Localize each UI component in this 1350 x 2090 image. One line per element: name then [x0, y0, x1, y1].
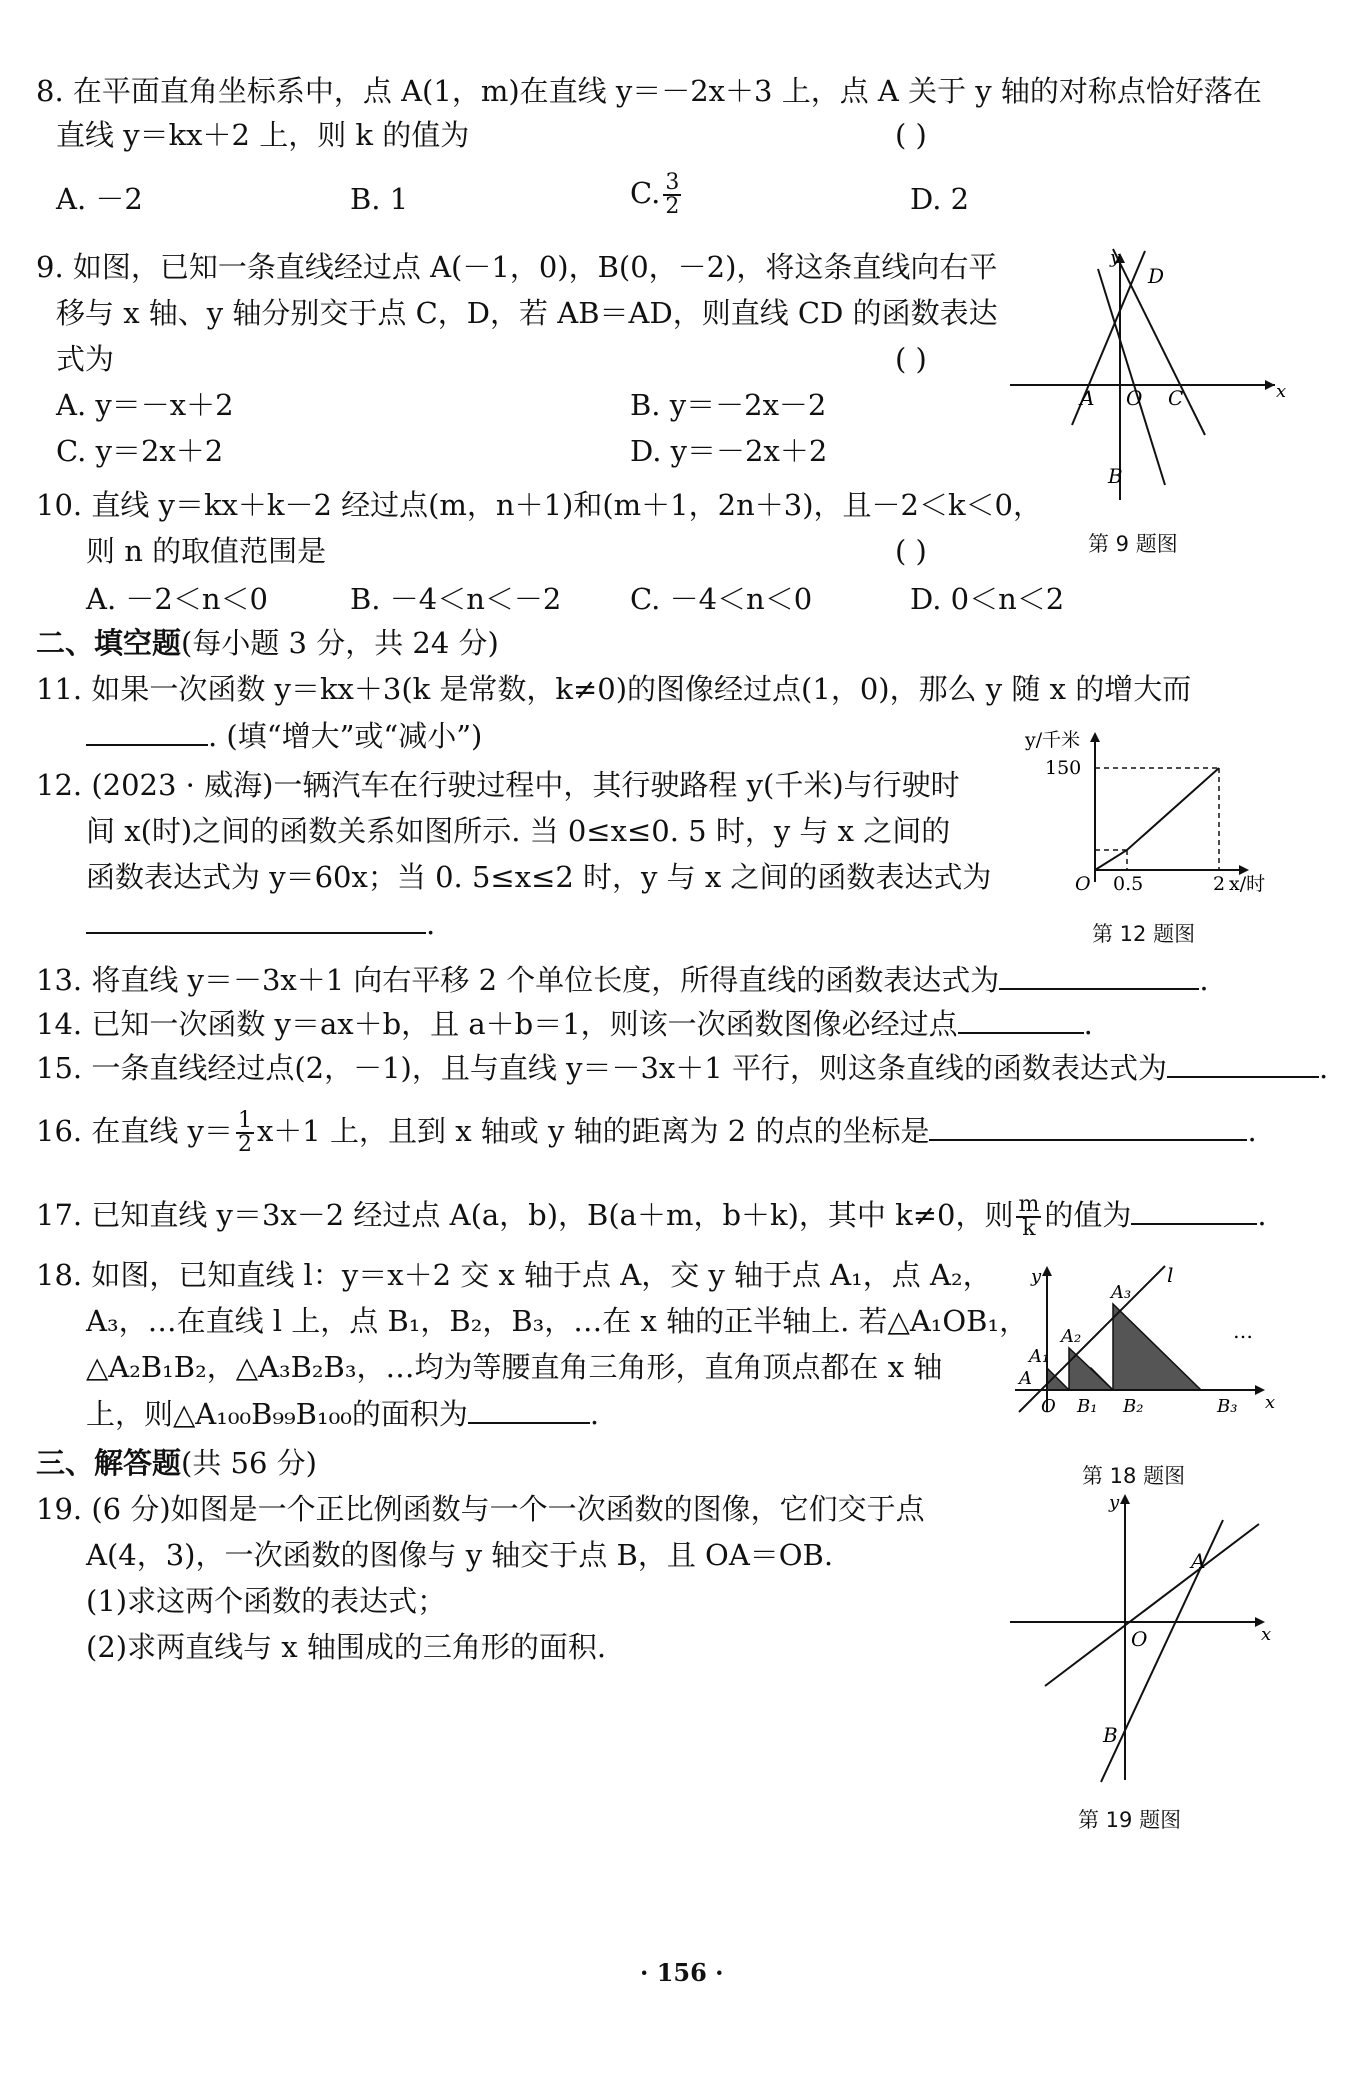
q12-line4: .: [86, 904, 435, 943]
q18-label-x: x: [1265, 1392, 1276, 1413]
q13-answer-blank: [999, 960, 1199, 990]
q19-proportional-line: [1045, 1524, 1259, 1686]
q19-figure: [1005, 1490, 1285, 1790]
q9-figure: [1000, 245, 1290, 510]
q12-label-y: y/千米: [1025, 729, 1081, 751]
q9-label-b: B: [1108, 464, 1123, 488]
q9-option-c: C. y＝2x＋2: [56, 434, 224, 468]
q18-label-b3: B₃: [1217, 1396, 1238, 1417]
q8-option-a: A. －2: [56, 182, 143, 216]
page-number: · 156 ·: [640, 1958, 724, 1987]
section-3-title: 三、解答题: [36, 1446, 182, 1480]
q19-y-arrow: [1120, 1494, 1130, 1504]
q8-option-b: B. 1: [350, 182, 409, 216]
q9-x-arrow: [1265, 380, 1275, 390]
q10-option-b: B. －4＜n＜－2: [350, 582, 562, 616]
q17-answer-blank: [1131, 1195, 1257, 1225]
q18-label-dots: …: [1233, 1319, 1253, 1343]
q12-label-150: 150: [1045, 757, 1082, 779]
q18-figure: [1005, 1262, 1285, 1427]
q11-answer-blank: [86, 716, 208, 746]
q16-answer-blank: [929, 1111, 1247, 1141]
q19-label-a: A: [1191, 1549, 1206, 1573]
q12-y-arrow: [1090, 732, 1100, 742]
q8-line1: 8. 在平面直角坐标系中，点 A(1，m)在直线 y＝－2x＋3 上，点 A 关于 y 轴的对称点恰好落在: [36, 74, 1262, 108]
q19-line1: 19. (6 分)如图是一个正比例函数与一个一次函数的图像，它们交于点: [36, 1492, 925, 1526]
q9-label-c: C: [1168, 386, 1184, 410]
q18-caption: 第 18 题图: [1082, 1464, 1186, 1488]
q8-option-d: D. 2: [910, 182, 970, 216]
q16: 16. 在直线 y＝ $\frac{1}{2}$ x＋1 上，且到 x 轴或 y 轴的距离为 2 的点的坐标是 .: [36, 1108, 1257, 1157]
q8-line2: 直线 y＝kx＋2 上，则 k 的值为: [56, 118, 470, 152]
q18-answer-blank: [468, 1394, 590, 1424]
section-3-header: [36, 1444, 317, 1482]
q14-answer-blank: [958, 1004, 1084, 1034]
q8-answer-paren: ( ): [895, 118, 927, 152]
q12-label-05: 0.5: [1113, 873, 1144, 895]
q18-label-a3: A₃: [1111, 1282, 1132, 1303]
q19-label-o: O: [1131, 1627, 1148, 1651]
q12-answer-blank: [86, 904, 426, 934]
q11-line2: . (填“增大”或“减小”): [86, 716, 482, 755]
q18-y-arrow: [1042, 1266, 1052, 1276]
q19-label-y: y: [1109, 1492, 1120, 1513]
q15: 15. 一条直线经过点(2，－1)，且与直线 y＝－3x＋1 平行，则这条直线的函数表达式为 .: [36, 1048, 1328, 1087]
q19-caption: 第 19 题图: [1078, 1808, 1182, 1832]
q18-line2: A₃，…在直线 l 上，点 B₁，B₂，B₃，…在 x 轴的正半轴上. 若△A₁OB₁，: [86, 1304, 1029, 1338]
q18-line4: 上，则△A₁₀₀B₉₉B₁₀₀的面积为 .: [86, 1394, 599, 1433]
q9-line3: 式为: [56, 342, 115, 376]
q18-label-a1: A₁: [1029, 1346, 1050, 1367]
q9-label-a: A: [1080, 386, 1095, 410]
section-2-note: (每小题 3 分，共 24 分): [181, 626, 499, 660]
q9-line-ab: [1098, 269, 1165, 485]
q9-label-o: O: [1126, 386, 1143, 410]
q13: 13. 将直线 y＝－3x＋1 向右平移 2 个单位长度，所得直线的函数表达式为 .: [36, 960, 1209, 999]
q17-fraction: $\frac{m}{k}$: [1018, 1192, 1040, 1241]
q8-option-c-fraction: $\frac{3}{2}$: [665, 170, 680, 219]
q18-triangle-3: [1113, 1304, 1201, 1390]
q10-option-c: C. －4＜n＜0: [630, 582, 813, 616]
q12-label-o: O: [1075, 873, 1091, 895]
q12-line1: 12. (2023 · 威海)一辆汽车在行驶过程中，其行驶路程 y(千米)与行驶时: [36, 768, 960, 802]
q19-label-x: x: [1261, 1624, 1272, 1645]
q11-line1: 11. 如果一次函数 y＝kx＋3(k 是常数，k≠0)的图像经过点(1，0)，那么 y 随 x 的增大而: [36, 672, 1192, 706]
q18-triangle-1: [1047, 1368, 1069, 1390]
q8-option-c: C. $\frac{3}{2}$: [630, 170, 680, 219]
section-2-header: [36, 624, 499, 662]
q9-label-x: x: [1276, 381, 1287, 402]
q18-line3: △A₂B₁B₂，△A₃B₂B₃，…均为等腰直角三角形，直角顶点都在 x 轴: [86, 1350, 943, 1384]
q19-line2: A(4，3)，一次函数的图像与 y 轴交于点 B，且 OA＝OB.: [86, 1538, 834, 1572]
q18-label-b1: B₁: [1077, 1396, 1098, 1417]
q18-x-arrow: [1255, 1385, 1265, 1395]
q10-line1: 10. 直线 y＝kx＋k－2 经过点(m，n＋1)和(m＋1，2n＋3)，且－2＜k＜0，: [36, 488, 1042, 522]
q9-answer-paren: ( ): [895, 342, 927, 376]
section-2-title: 二、填空题: [36, 626, 182, 660]
q9-option-d: D. y＝－2x＋2: [630, 434, 828, 468]
q10-option-d: D. 0＜n＜2: [910, 582, 1065, 616]
q14: 14. 已知一次函数 y＝ax＋b，且 a＋b＝1，则该一次函数图像必经过点 .: [36, 1004, 1093, 1043]
q18-label-o: O: [1041, 1396, 1056, 1417]
q18-label-a: A: [1019, 1368, 1032, 1389]
q19-label-b: B: [1103, 1723, 1118, 1747]
q9-line2: 移与 x 轴、y 轴分别交于点 C，D，若 AB＝AD，则直线 CD 的函数表达: [56, 296, 998, 330]
q9-label-d: D: [1148, 264, 1165, 288]
q18-label-y: y: [1031, 1266, 1042, 1287]
q18-line1: 18. 如图，已知直线 l：y＝x＋2 交 x 轴于点 A，交 y 轴于点 A₁，点 A₂，: [36, 1258, 992, 1292]
q12-label-2: 2: [1213, 873, 1226, 895]
q9-line1: 9. 如图，已知一条直线经过点 A(－1，0)，B(0，－2)，将这条直线向右平: [36, 250, 998, 284]
q10-option-a: A. －2＜n＜0: [86, 582, 268, 616]
q9-option-a: A. y＝－x＋2: [56, 388, 234, 422]
q12-line3: 函数表达式为 y＝60x；当 0. 5≤x≤2 时，y 与 x 之间的函数表达式为: [86, 860, 992, 894]
q12-graph-line: [1095, 768, 1219, 870]
q12-figure: [1015, 722, 1275, 897]
q19-line3: (1)求这两个函数的表达式；: [86, 1584, 447, 1618]
q9-caption: 第 9 题图: [1088, 532, 1178, 556]
q16-fraction: $\frac{1}{2}$: [237, 1108, 252, 1157]
q17: 17. 已知直线 y＝3x－2 经过点 A(a，b)，B(a＋m，b＋k)，其中 k≠0，则 $\frac{m}{k}$ 的值为 .: [36, 1192, 1267, 1241]
q12-caption: 第 12 题图: [1092, 922, 1196, 946]
q15-answer-blank: [1167, 1048, 1319, 1078]
q9-option-b: B. y＝－2x－2: [630, 388, 827, 422]
q9-label-y: y: [1110, 247, 1121, 268]
q12-line2: 间 x(时)之间的函数关系如图所示. 当 0≤x≤0. 5 时，y 与 x 之间的: [86, 814, 951, 848]
q10-answer-paren: ( ): [895, 534, 927, 568]
q19-line4: (2)求两直线与 x 轴围成的三角形的面积.: [86, 1630, 607, 1664]
q18-label-b2: B₂: [1123, 1396, 1144, 1417]
q18-label-a2: A₂: [1061, 1326, 1082, 1347]
q10-line2: 则 n 的取值范围是: [86, 534, 327, 568]
section-3-note: (共 56 分): [181, 1446, 317, 1480]
q12-label-x: x/时: [1229, 873, 1266, 895]
q18-label-l: l: [1167, 1263, 1174, 1287]
